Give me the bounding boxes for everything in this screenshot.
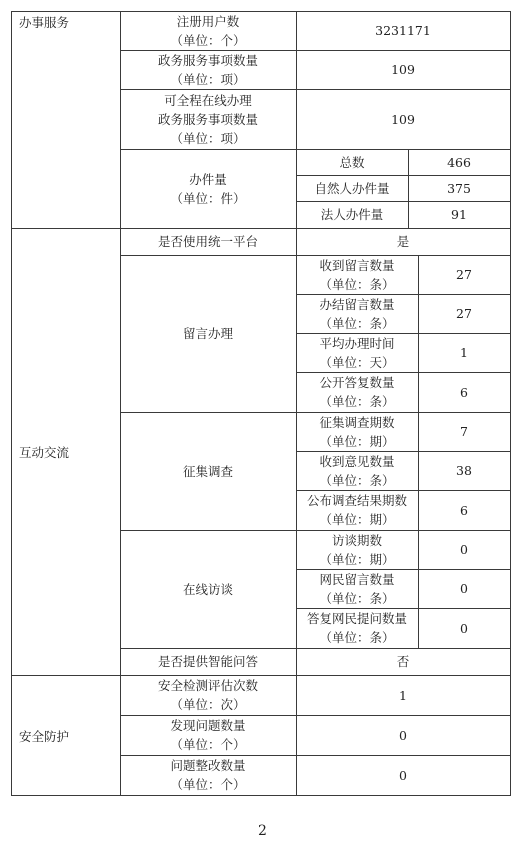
section-service [11,11,120,228]
messages-closed-label: 办结留言数量 （单位：条） [319,296,395,331]
unified-platform-value: 是 [396,234,410,249]
messages-public-value: 6 [460,384,468,400]
survey-opinions-value: 38 [456,463,472,478]
interview-replies-value: 0 [460,620,468,636]
handled-legal-label: 法人办件量 [320,207,384,222]
section-interaction [11,228,120,675]
messages-public-label: 公开答复数量 （单位：条） [319,375,395,409]
gov-items-label: 政务服务事项数量 （单位：项） [157,52,258,87]
page-number: 2 [258,823,267,839]
messages-avg-time-value: 1 [460,345,468,360]
survey-label: 征集调查 [182,463,233,479]
smart-qa-value: 否 [396,654,410,669]
messages-closed-value: 27 [456,306,472,321]
sec-checks-label: 安全检测评估次数 （单位：次） [157,678,258,712]
interview-periods-label: 访谈期数 （单位：期） [319,532,395,567]
messages-received-label: 收到留言数量 （单位：条） [319,257,395,292]
reg-users-value: 3231171 [375,23,431,38]
issues-fixed-label: 问题整改数量 （单位：个） [170,758,246,792]
reg-users-label: 注册用户数 （单位：个） [170,13,246,48]
unified-platform-label: 是否使用统一平台 [157,234,258,249]
messages-label: 留言办理 [182,326,233,341]
handled-natural-value: 375 [447,180,471,196]
survey-results-label: 公布调查结果期数 （单位：期） [306,493,407,527]
issues-found-value: 0 [399,727,407,743]
section-security-label: 安全防护 [19,728,70,744]
online-items-label: 可全程在线办理 政务服务事项数量 （单位：项） [157,92,258,146]
interview-messages-value: 0 [460,581,468,596]
survey-results-value: 6 [460,502,468,518]
handled-label: 办件量 （单位：件） [170,171,246,206]
survey-opinions-label: 收到意见数量 （单位：条） [319,453,395,488]
handled-total-value: 466 [447,154,471,170]
interview-periods-value: 0 [460,542,468,557]
handled-natural-label: 自然人办件量 [314,180,390,196]
section-service-label: 办事服务 [19,15,70,30]
survey-periods-value: 7 [460,424,468,439]
sec-checks-value: 1 [399,687,407,703]
gov-items-value: 109 [391,62,415,77]
section-interaction-label: 互动交流 [19,445,70,460]
handled-legal-value: 91 [451,207,467,222]
issues-found-label: 发现问题数量 （单位：个） [170,718,246,752]
handled-total-label: 总数 [339,154,365,170]
messages-received-value: 27 [456,267,472,282]
online-items-value: 109 [391,111,415,127]
survey-periods-label: 征集调查期数 （单位：期） [319,414,395,449]
issues-fixed-value: 0 [399,767,407,783]
section-security [11,675,120,795]
smart-qa-label: 是否提供智能问答 [157,654,258,669]
interview-messages-label: 网民留言数量 （单位：条） [319,571,395,606]
messages-avg-time-label: 平均办理时间 （单位：天） [319,335,395,370]
interview-replies-label: 答复网民提问数量 （单位：条） [306,611,407,645]
interview-label: 在线访谈 [182,581,233,597]
